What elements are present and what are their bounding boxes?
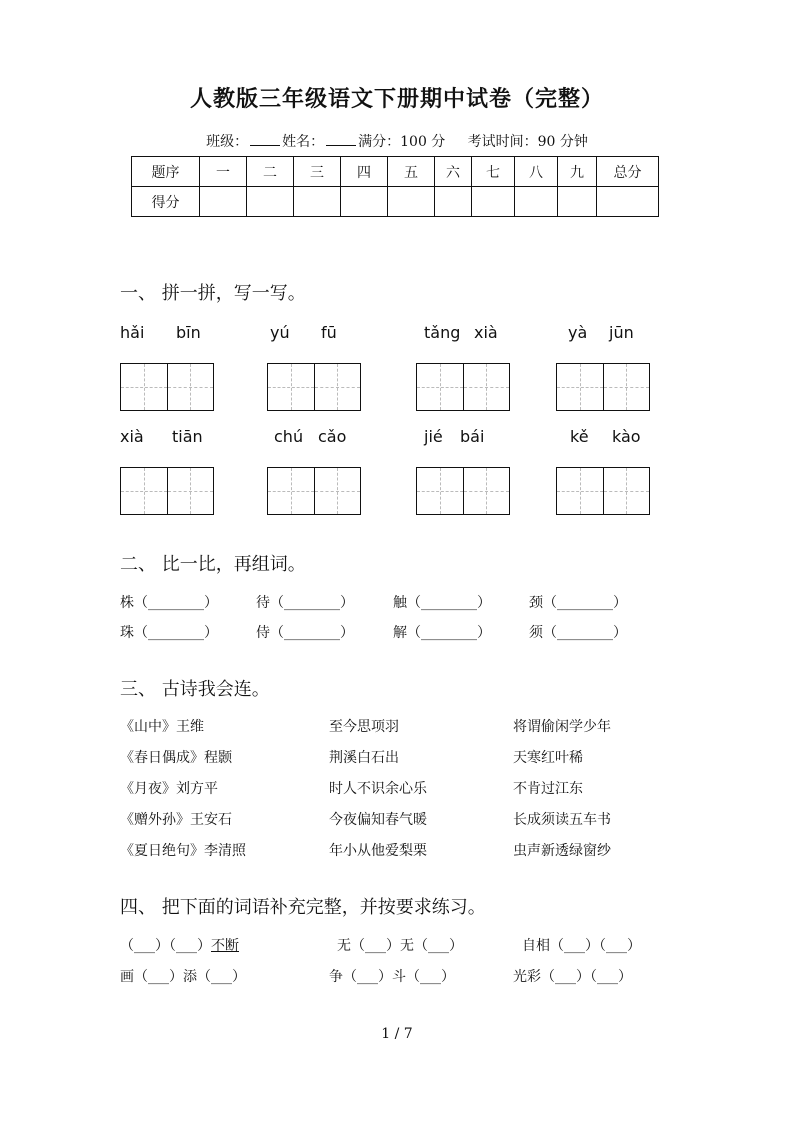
- pinyin: kě: [570, 427, 589, 446]
- poem-line[interactable]: 不肯过江东: [513, 781, 583, 797]
- section-4-heading: 四、 把下面的词语补充完整，并按要求练习。: [120, 897, 486, 918]
- score-table-score-row: [132, 187, 659, 217]
- header-cell: 三: [294, 157, 341, 187]
- word-item[interactable]: 光彩（___）（___）: [513, 969, 632, 985]
- compare-item[interactable]: 须（________）: [529, 625, 627, 641]
- writing-grid[interactable]: [120, 467, 214, 515]
- poem-title[interactable]: 《山中》王维: [120, 719, 204, 735]
- class-label: 班级：: [206, 134, 249, 150]
- pinyin: chú: [274, 427, 304, 446]
- compare-item[interactable]: 颈（________）: [529, 595, 627, 611]
- compare-item[interactable]: 解（________）: [393, 625, 491, 641]
- section-3-heading: 三、 古诗我会连。: [120, 679, 270, 700]
- compare-item[interactable]: 触（________）: [393, 595, 491, 611]
- compare-item[interactable]: 待（________）: [256, 595, 354, 611]
- score-table-header-row: [132, 157, 659, 187]
- pinyin: tǎng: [424, 323, 461, 342]
- poem-line[interactable]: 荆溪白石出: [329, 750, 399, 766]
- score-label-cell: 得分: [132, 187, 200, 217]
- pinyin: bīn: [176, 323, 201, 342]
- pinyin: yà: [568, 323, 588, 342]
- word-blanks: （___）（___）: [120, 938, 211, 954]
- poem-title[interactable]: 《夏日绝句》李清照: [120, 843, 246, 859]
- poem-title[interactable]: 《春日偶成》程颢: [120, 750, 232, 766]
- score-cell[interactable]: [294, 187, 341, 217]
- header-cell: 总分: [597, 157, 659, 187]
- word-item[interactable]: [120, 935, 239, 955]
- pinyin: bái: [460, 427, 485, 446]
- word-item[interactable]: 无（___）无（___）: [337, 938, 463, 954]
- score-cell[interactable]: [597, 187, 659, 217]
- pinyin: xià: [474, 323, 498, 342]
- header-cell: 九: [558, 157, 597, 187]
- writing-grid[interactable]: [416, 467, 510, 515]
- score-cell[interactable]: [472, 187, 515, 217]
- writing-grid[interactable]: [267, 467, 361, 515]
- pinyin: fū: [321, 323, 337, 342]
- poem-line[interactable]: 年小从他爱梨栗: [329, 843, 427, 859]
- score-cell[interactable]: [515, 187, 558, 217]
- compare-item[interactable]: 侍（________）: [256, 625, 354, 641]
- poem-line[interactable]: 长成须读五车书: [513, 812, 611, 828]
- writing-grid[interactable]: [120, 363, 214, 411]
- poem-line[interactable]: 天寒红叶稀: [513, 750, 583, 766]
- word-item[interactable]: 争（___）斗（___）: [329, 969, 455, 985]
- writing-grid[interactable]: [416, 363, 510, 411]
- score-cell[interactable]: [247, 187, 294, 217]
- poem-line[interactable]: 今夜偏知春气暖: [329, 812, 427, 828]
- poem-title[interactable]: 《赠外孙》王安石: [120, 812, 232, 828]
- name-label: 姓名：: [282, 134, 325, 150]
- poem-line[interactable]: 时人不识余心乐: [329, 781, 427, 797]
- poem-line[interactable]: 虫声新透绿窗纱: [513, 843, 611, 859]
- pinyin: jūn: [609, 323, 634, 342]
- page-title: 人教版三年级语文下册期中试卷（完整）: [189, 87, 604, 112]
- score-table: [131, 156, 659, 217]
- poem-title[interactable]: 《月夜》刘方平: [120, 781, 218, 797]
- pinyin: tiān: [172, 427, 203, 446]
- header-cell: 二: [247, 157, 294, 187]
- word-item[interactable]: 画（___）添（___）: [120, 969, 246, 985]
- compare-item[interactable]: 株（________）: [120, 595, 218, 611]
- word-item[interactable]: 自相（___）（___）: [522, 938, 641, 954]
- header-cell: 一: [200, 157, 247, 187]
- header-cell: 四: [341, 157, 388, 187]
- writing-grid[interactable]: [267, 363, 361, 411]
- word-underlined: 不断: [211, 938, 239, 954]
- poem-line[interactable]: 至今思项羽: [329, 719, 399, 735]
- pinyin: jié: [424, 427, 443, 446]
- pinyin: yú: [270, 323, 290, 342]
- header-cell: 八: [515, 157, 558, 187]
- class-blank[interactable]: [250, 133, 280, 146]
- section-2-heading: 二、 比一比，再组词。: [120, 554, 306, 575]
- score-cell[interactable]: [341, 187, 388, 217]
- full-score: 满分：100 分: [358, 134, 446, 150]
- section-1-heading: 一、 拼一拼，写一写。: [120, 283, 306, 304]
- header-cell: 七: [472, 157, 515, 187]
- pinyin: kào: [612, 427, 641, 446]
- score-cell[interactable]: [435, 187, 472, 217]
- exam-info: [0, 131, 794, 151]
- header-cell: 六: [435, 157, 472, 187]
- writing-grid[interactable]: [556, 363, 650, 411]
- score-cell[interactable]: [558, 187, 597, 217]
- poem-line[interactable]: 将谓偷闲学少年: [513, 719, 611, 735]
- score-cell[interactable]: [388, 187, 435, 217]
- name-blank[interactable]: [326, 133, 356, 146]
- header-cell: 五: [388, 157, 435, 187]
- score-cell[interactable]: [200, 187, 247, 217]
- writing-grid[interactable]: [556, 467, 650, 515]
- pinyin: xià: [120, 427, 144, 446]
- compare-item[interactable]: 珠（________）: [120, 625, 218, 641]
- pinyin: cǎo: [318, 427, 347, 446]
- exam-time: 考试时间：90 分钟: [467, 134, 588, 150]
- pinyin: hǎi: [120, 323, 145, 342]
- header-cell: 题序: [132, 157, 200, 187]
- page-number: 1 / 7: [381, 1026, 413, 1042]
